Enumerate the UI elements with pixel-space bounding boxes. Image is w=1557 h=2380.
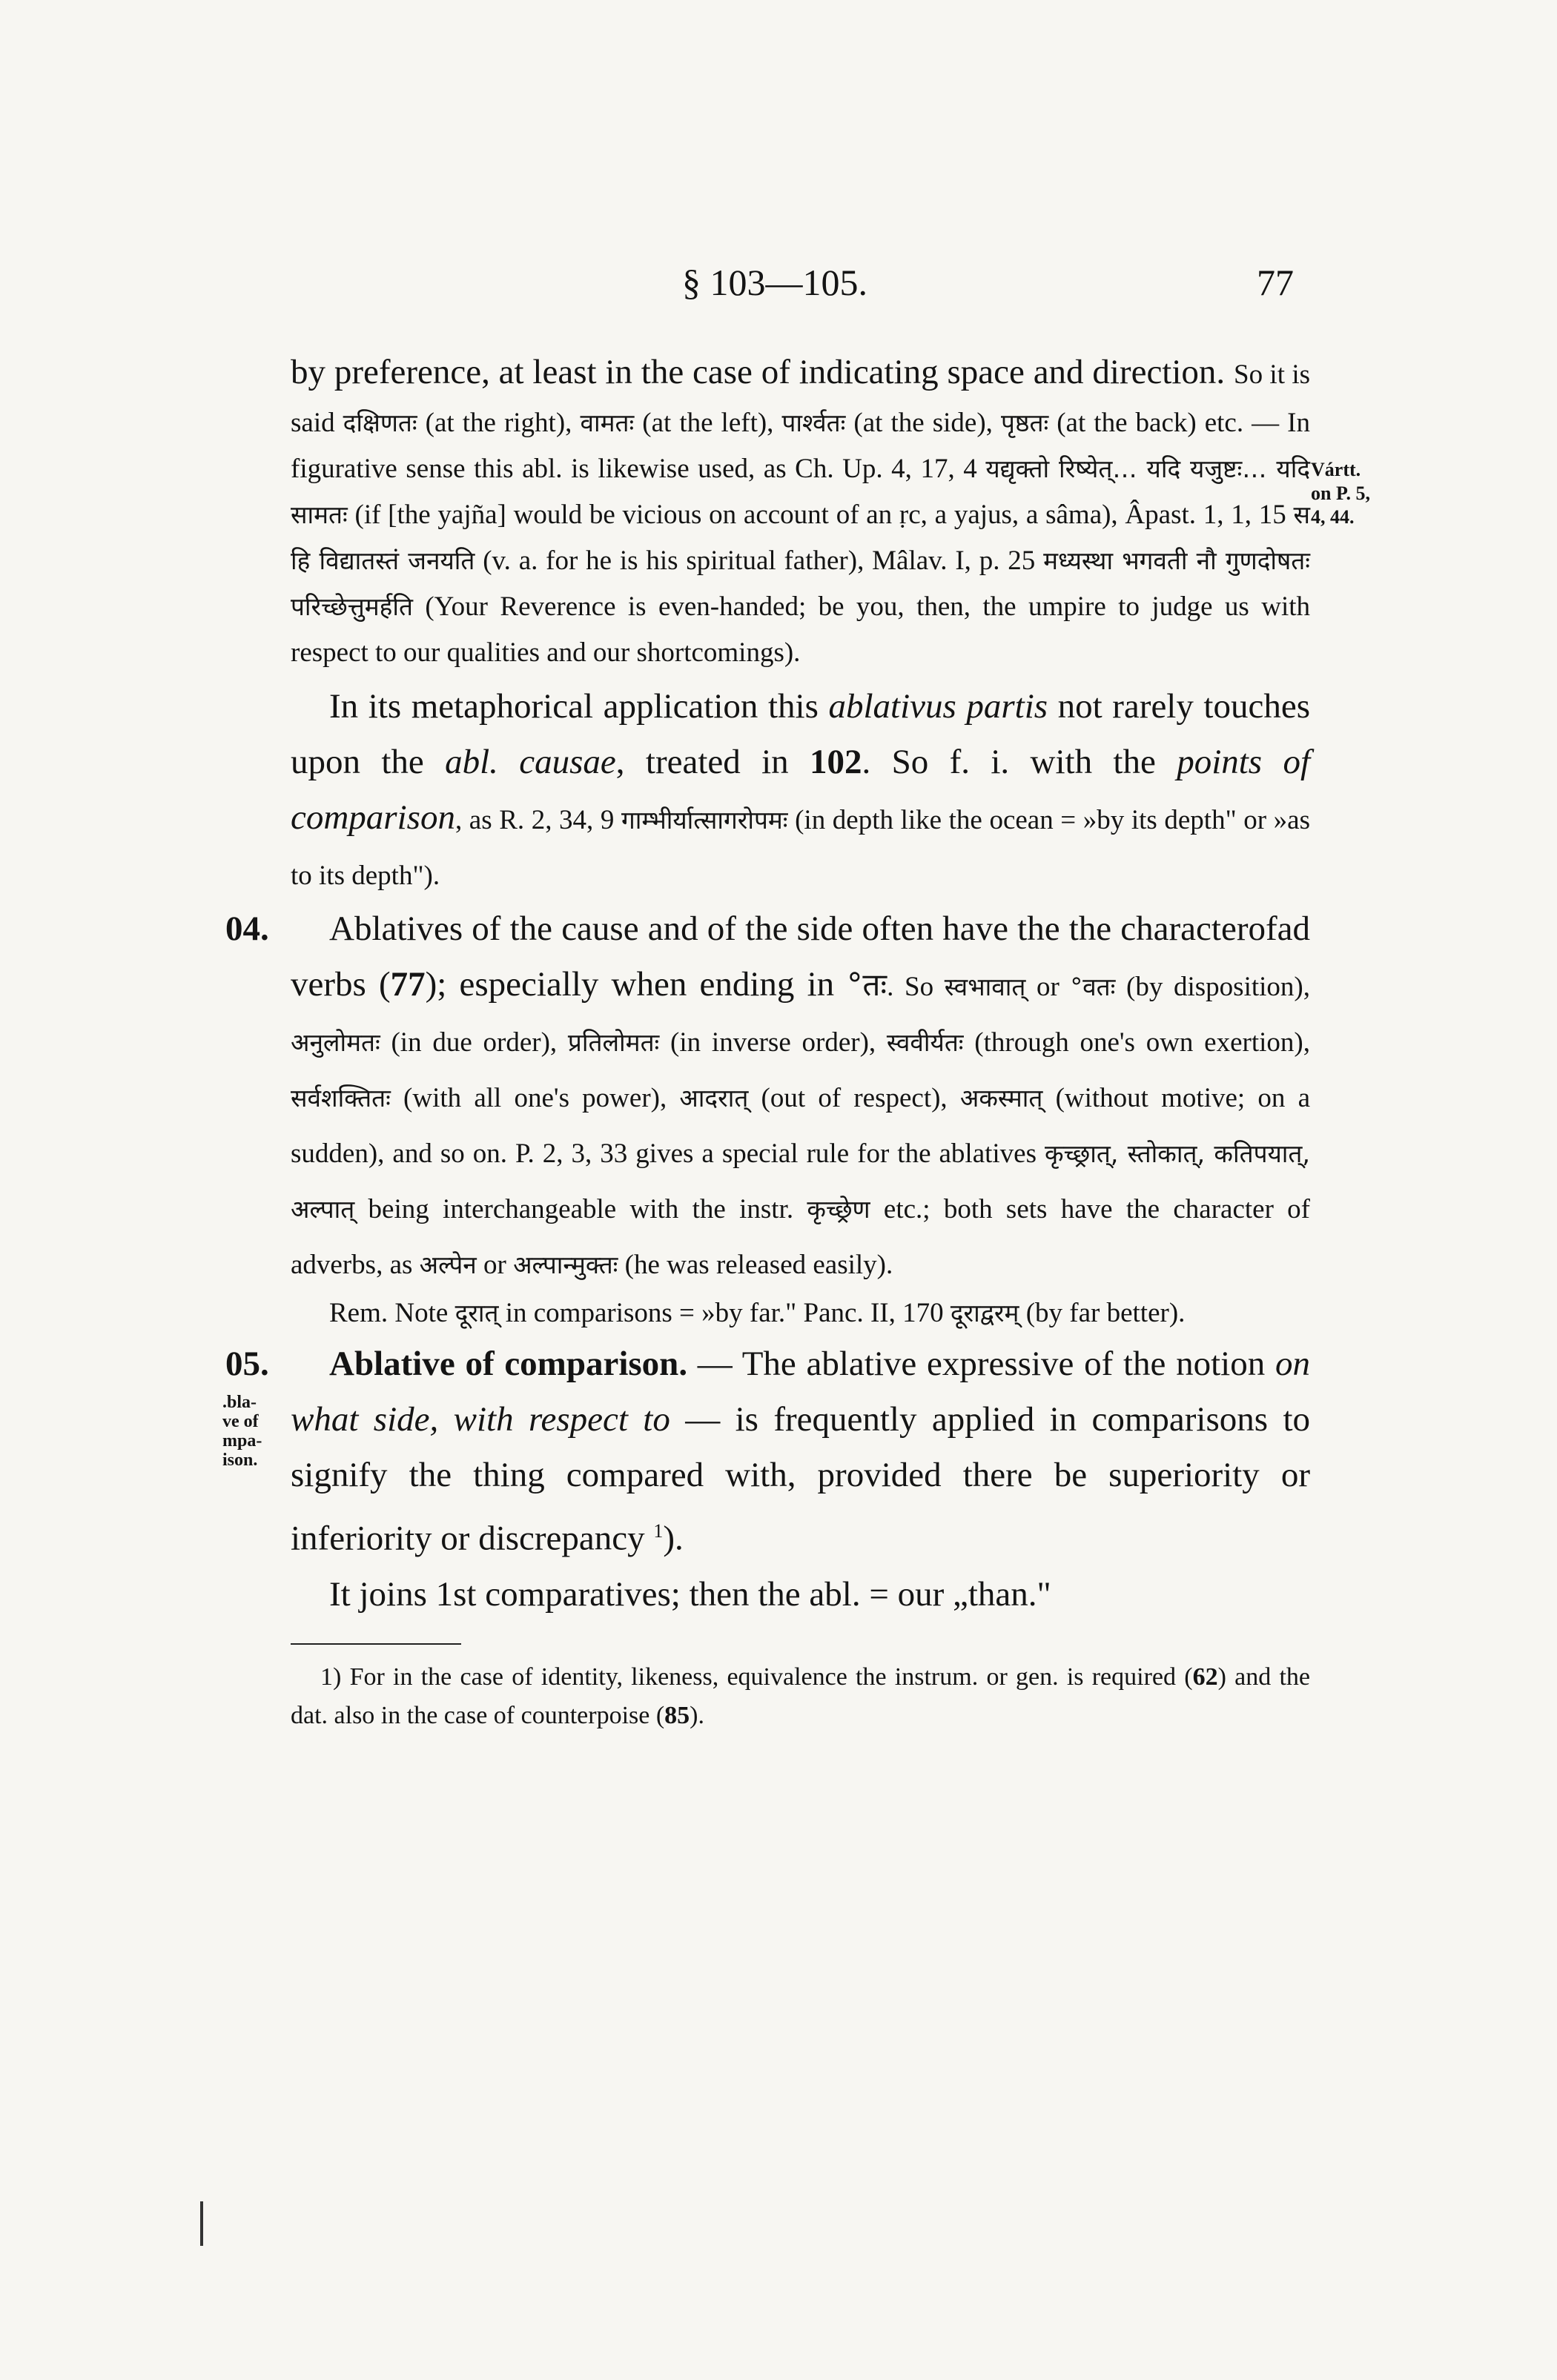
footnote-mark: 1) <box>320 1663 342 1691</box>
emphasis-term: points of comparison <box>291 743 1311 837</box>
margin-line: 4, 44. <box>1311 506 1355 528</box>
page-number: 77 <box>1257 262 1294 303</box>
text-run: In its metaphorical application this <box>329 687 829 726</box>
paragraph-105-b: It joins 1st comparatives; then the abl. = our „than." <box>329 1574 1051 1614</box>
text-run: (in depth like the ocean = »by its depth" or »as to its depth"). <box>291 805 1311 891</box>
sanskrit-word: प्रतिलोमतः <box>567 1028 660 1057</box>
text-run: etc.; both sets have the character of adverbs, as <box>291 1194 1310 1280</box>
margin-line: .bla- <box>222 1393 257 1412</box>
text-run: For in the case of identity, likeness, equivalence the instrum. or gen. is required ( <box>341 1663 1193 1691</box>
sanskrit-word: अल्पेन <box>419 1250 477 1279</box>
right-margin-note <box>1311 458 1392 529</box>
latin-term: abl. causae <box>445 743 616 781</box>
print-mark <box>200 2201 203 2246</box>
main-text <box>222 345 1311 1735</box>
text-run: or <box>476 1250 514 1280</box>
text-run: (by far better). <box>1019 1298 1186 1328</box>
text-run: (through one's own exertion), <box>963 1027 1310 1058</box>
sanskrit-quote: स हि विद्यातस्तं जनयति <box>291 500 1310 575</box>
sanskrit-word: स्वभावात् <box>944 972 1026 1001</box>
paragraph-104 <box>291 901 1310 1290</box>
paragraph-metaphorical <box>291 679 1310 901</box>
text-run: (without motive; on a sudden), and so on. P. 2, 3, 33 gives a special rule for the ablatives <box>291 1083 1310 1169</box>
sanskrit-suffix: °तः <box>847 967 887 1003</box>
margin-line: ison. <box>222 1451 258 1470</box>
section-ref: 85 <box>664 1701 690 1729</box>
text-run: (with all one's power), <box>390 1083 680 1113</box>
section-range: § 103—105. <box>682 262 867 303</box>
text-run: by preference, at least in the case of indicating space and direction. <box>291 353 1234 391</box>
footnote-ref: 1 <box>653 1520 664 1542</box>
text-run: So it is said <box>291 359 1310 438</box>
text-run: . So <box>887 972 945 1002</box>
section-105 <box>222 1336 1311 1622</box>
text-run: (Your Reverence is even-handed; be you, then, the umpire to judge us with respect to our qualities and our shortcomings). <box>291 591 1310 668</box>
sanskrit-word: गाम्भीर्यात्सागरोपमः <box>621 806 788 835</box>
sanskrit-word: वामतः <box>580 408 635 437</box>
sanskrit-word: कृच्छ्रात्, स्तोकात्, कतिपयात्, अल्पात् <box>291 1139 1310 1224</box>
text-run: (at the right), <box>417 408 581 438</box>
text-run: , treated in <box>615 743 810 781</box>
margin-line: ve of <box>222 1412 259 1431</box>
text-run: in comparisons = »by far." Panc. II, 170 <box>498 1298 951 1328</box>
sanskrit-word: दूरात् <box>454 1299 499 1327</box>
text-run: not rarely touches upon the <box>291 687 1311 781</box>
left-margin-note <box>222 1393 286 1470</box>
text-run: (by disposition), <box>1115 972 1310 1002</box>
text-run: — is frequently applied in comparisons to signify the thing compared with, provided there be superiority or inferiority or discrepancy <box>291 1400 1311 1558</box>
sanskrit-quote: मध्यस्था भगवती नौ गुणदोषतः परिच्छेत्तुमर्हति <box>291 546 1310 621</box>
text-run: (if [the yajña] would be vicious on account of an ṛc, a yajus, a sâma), Âpast. 1, 1, 15 <box>347 500 1294 530</box>
sanskrit-word: दक्षिणतः <box>343 408 417 437</box>
remark <box>291 1290 1310 1336</box>
emphasis-term: on what side, with respect to <box>291 1345 1310 1439</box>
text-run: being interchangeable with the instr. <box>354 1194 807 1224</box>
paragraph-continuation <box>291 345 1310 676</box>
text-run: ). <box>663 1519 684 1558</box>
section-title: Ablative of comparison. <box>329 1345 688 1383</box>
text-run: Rem. Note <box>329 1298 455 1328</box>
text-run: (v. a. for he is his spiritual father), Mâlav. I, p. 25 <box>475 546 1044 576</box>
text-run: ); especially when ending in <box>425 965 847 1004</box>
section-ref: 102 <box>810 743 862 781</box>
text-run <box>291 359 1310 668</box>
text-run: (out of respect), <box>748 1083 960 1113</box>
text-run: (at the left), <box>634 408 782 438</box>
text-run: ) and the dat. also in the case of counterpoise ( <box>291 1663 1310 1729</box>
sanskrit-word: अनुलोमतः <box>291 1028 380 1057</box>
text-run: ). <box>690 1701 704 1729</box>
text-run: , as R. 2, 34, 9 <box>454 805 621 835</box>
sanskrit-word: °वतः <box>1070 972 1116 1001</box>
text-run: (he was released easily). <box>618 1250 893 1280</box>
text-run: Ablatives of the cause and of the side often have the the characterofad verbs ( <box>291 909 1310 1004</box>
sanskrit-word: स्ववीर्यतः <box>886 1028 964 1057</box>
sanskrit-word: कृच्छ्रेण <box>807 1195 870 1224</box>
sanskrit-word: अल्पान्मुक्तः <box>513 1250 618 1279</box>
margin-line: mpa- <box>222 1431 262 1451</box>
text-run: or <box>1025 972 1071 1002</box>
text-run: (in inverse order), <box>659 1027 887 1058</box>
text-run: . So f. i. with the <box>862 743 1177 781</box>
sanskrit-word: दूराद्वरम् <box>950 1299 1019 1327</box>
text-run: (at the back) etc. — In figurative sense this abl. is likewise used, as Ch. Up. 4, 17, 4 <box>291 408 1311 484</box>
sanskrit-word: अकस्मात् <box>959 1084 1043 1113</box>
text-run: (in due order), <box>380 1027 568 1058</box>
sanskrit-word: पृष्ठतः <box>1000 408 1049 437</box>
text-run: (at the side), <box>845 408 1001 438</box>
sanskrit-word: सर्वशक्तितः <box>291 1084 391 1113</box>
text-run: — The ablative expressive of the notion <box>687 1345 1275 1383</box>
latin-term: ablativus partis <box>828 687 1048 726</box>
sanskrit-quote: यद्यृक्तो रिष्येत्… यदि यजुष्टः… यदि सामतः <box>291 454 1310 529</box>
footnote-rule <box>291 1643 461 1645</box>
margin-line: Vártt. <box>1311 459 1361 480</box>
section-ref: 62 <box>1192 1663 1218 1691</box>
sanskrit-word: पार्श्वतः <box>781 408 846 437</box>
section-104 <box>225 901 1310 1290</box>
sanskrit-word: आदरात् <box>679 1084 749 1113</box>
section-ref: 77 <box>390 965 426 1004</box>
paragraph-105 <box>291 1336 1310 1567</box>
section-number: 04. <box>225 909 269 948</box>
running-header <box>285 261 1309 313</box>
margin-line: on P. 5, <box>1311 483 1370 504</box>
section-number: 05. <box>225 1345 269 1383</box>
footnote <box>291 1658 1310 1735</box>
